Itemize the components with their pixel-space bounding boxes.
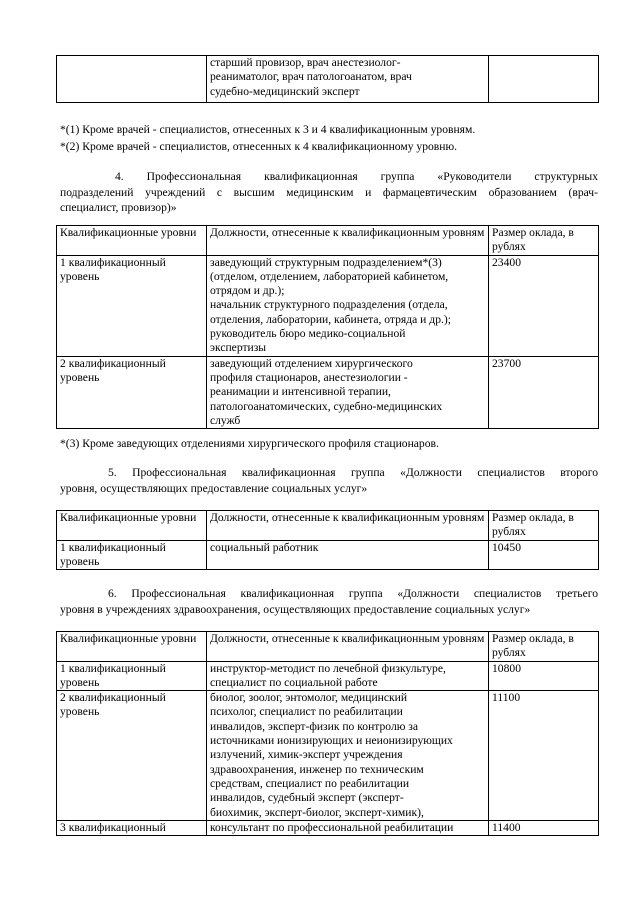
table-cell: [57, 56, 207, 103]
salary-cell: 11100: [489, 691, 599, 821]
table-row: [57, 540, 599, 570]
positions-cell: консультант по профессиональной реабилитации: [207, 820, 489, 835]
footnote: *(1) Кроме врачей - специалистов, отнесенных к 3 и 4 квалификационным уровням.: [60, 123, 476, 136]
footnote: *(2) Кроме врачей - специалистов, отнесенных к 4 квалификационному уровню.: [60, 140, 458, 153]
heading-line: 4. Профессиональная квалификационная группа «Руководители структурных: [115, 170, 598, 183]
table-row: [57, 356, 599, 428]
level-cell: 2 квалификационный уровень: [57, 356, 207, 428]
header-cell: Квалификационные уровни: [57, 226, 207, 256]
section-4-heading: [60, 169, 598, 216]
top-table: [56, 55, 599, 103]
level-cell: 3 квалификационный: [57, 820, 207, 835]
level-cell: 2 квалификационный уровень: [57, 691, 207, 821]
header-cell: Должности, отнесенные к квалификационным уровням: [207, 511, 489, 541]
heading-line: уровня, осуществляющих предоставление социальных услуг»: [60, 481, 368, 495]
header-cell: Размер оклада, в рублях: [489, 511, 599, 541]
heading-line: уровня в учреждениях здравоохранения, осуществляющих предоставление социальных услуг»: [60, 602, 531, 616]
table-header-row: [57, 226, 599, 256]
positions-cell: социальный работник: [207, 540, 489, 570]
header-cell: Квалификационные уровни: [57, 632, 207, 662]
level-cell: 1 квалификационный уровень: [57, 661, 207, 691]
salary-cell: 10450: [489, 540, 599, 570]
section-6-heading: [60, 586, 598, 617]
footnote: *(3) Кроме заведующих отделениями хирургического профиля стационаров.: [60, 437, 439, 450]
positions-cell: заведующий отделением хирургического профиля стационаров, анестезиологии - реанимации и интенсивной терапии, патологоанатомических, судебно-медицинских служб: [207, 356, 489, 428]
salary-cell: 23700: [489, 356, 599, 428]
level-cell: 1 квалификационный уровень: [57, 540, 207, 570]
table-row: [57, 691, 599, 821]
table-row: [57, 661, 599, 691]
table-cell: [207, 56, 489, 103]
header-cell: Размер оклада, в рублях: [489, 226, 599, 256]
heading-line: 6. Профессиональная квалификационная группа «Должности специалистов третьего: [108, 587, 598, 600]
salary-cell: 10800: [489, 661, 599, 691]
cell-text: судебно-медицинский эксперт: [210, 84, 360, 98]
header-cell: Должности, отнесенные к квалификационным уровням: [207, 226, 489, 256]
cell-text: реаниматолог, врач патологоанатом, врач: [210, 70, 412, 84]
positions-cell: инструктор-методист по лечебной физкультуре, специалист по социальной работе: [207, 661, 489, 691]
table-header-row: [57, 632, 599, 662]
table-row: [57, 255, 599, 356]
salary-cell: 11400: [489, 820, 599, 835]
salary-cell: 23400: [489, 255, 599, 356]
heading-line: 5. Профессиональная квалификационная группа «Должности специалистов второго: [108, 466, 598, 479]
section-4-table: [56, 225, 599, 429]
cell-text: старший провизор, врач анестезиолог-: [210, 56, 401, 69]
positions-cell: биолог, зоолог, энтомолог, медицинский психолог, специалист по реабилитации инвалидов, эксперт-физик по контролю за источниками ионизирующих и неионизирующих излучений, химик-эксперт учреждения здравоохранения, инженер по техническим средствам, специалист по реабилитации инвалидов, судебный эксперт (эксперт- биохимик, эксперт-биолог, эксперт-химик),: [207, 691, 489, 821]
heading-line: подразделений учреждений с высшим медицинским и фармацевтическим образованием (врач-: [60, 185, 598, 199]
table-row: [57, 56, 599, 103]
table-cell: [489, 56, 599, 103]
table-row: [57, 820, 599, 835]
level-cell: 1 квалификационный уровень: [57, 255, 207, 356]
table-header-row: [57, 511, 599, 541]
positions-cell: заведующий структурным подразделением*(3) (отделом, отделением, лабораторией кабинетом, отрядом и др.); начальник структурного подразделения (отдела, отделения, лаборатории, кабинета, отряда и др.); руководитель бюро медико-социальной экспертизы: [207, 255, 489, 356]
section-5-table: [56, 510, 599, 570]
header-cell: Размер оклада, в рублях: [489, 632, 599, 662]
section-5-heading: [60, 465, 598, 496]
header-cell: Должности, отнесенные к квалификационным уровням: [207, 632, 489, 662]
section-6-table: [56, 631, 599, 836]
heading-line: специалист, провизор)»: [60, 201, 177, 214]
header-cell: Квалификационные уровни: [57, 511, 207, 541]
